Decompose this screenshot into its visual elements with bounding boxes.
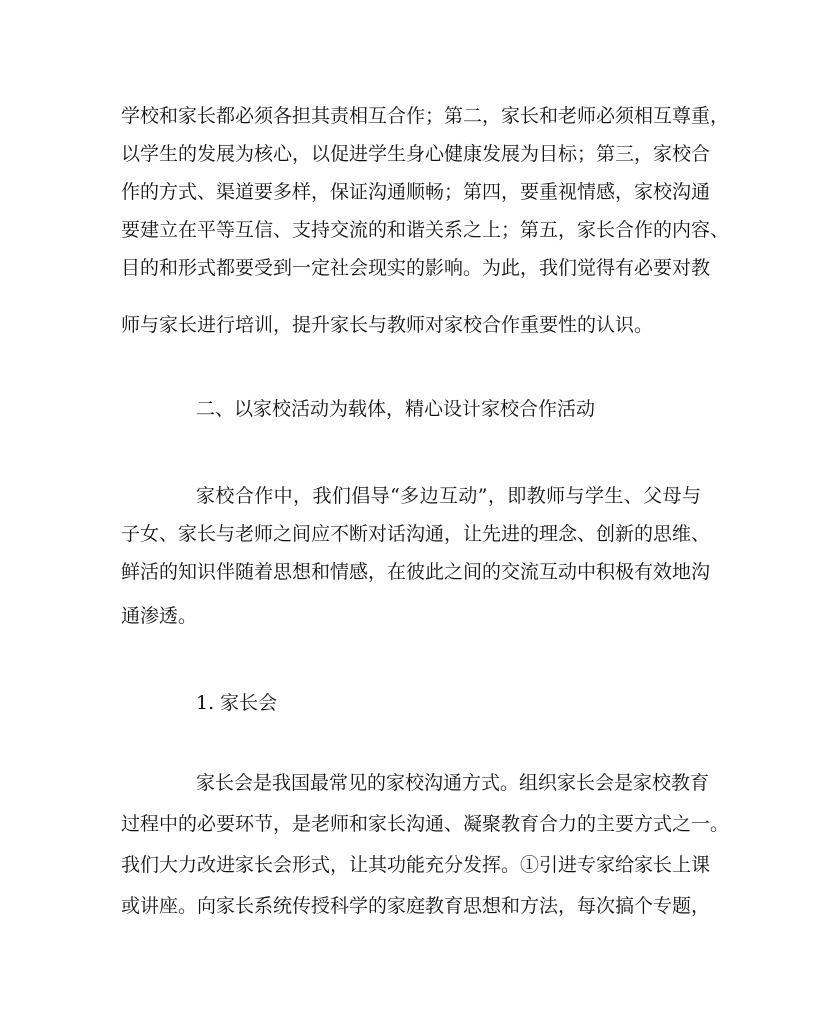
text-line: 家长会是我国最常见的家校沟通方式。组织家长会是家校教育 (196, 772, 710, 794)
text-line: 过程中的必要环节，是老师和家长沟通、凝聚教育合力的主要方式之一。 (121, 813, 730, 835)
text-line: 家校合作中，我们倡导“多边互动”，即教师与学生、父母与 (196, 485, 701, 507)
text-line: 鲜活的知识伴随着思想和情感，在彼此之间的交流互动中积极有效地沟 (121, 561, 711, 583)
text-line: 子女、家长与老师之间应不断对话沟通，让先进的理念、创新的思维、 (121, 523, 711, 545)
text-line: 以学生的发展为核心，以促进学生身心健康发展为目标；第三，家校合 (121, 143, 711, 165)
text-line: 通渗透。 (121, 605, 198, 627)
text-line: 目的和形式都要受到一定社会现实的影响。为此，我们觉得有必要对教 (121, 257, 711, 279)
text-line: 或讲座。向家长系统传授科学的家庭教育思想和方法，每次搞个专题， (121, 895, 711, 917)
text-line: 要建立在平等互信、支持交流的和谐关系之上；第五，家长合作的内容、 (121, 219, 730, 241)
text-line: 作的方式、渠道要多样，保证沟通顺畅；第四，要重视情感，家校沟通 (121, 181, 711, 203)
text-line: 学校和家长都必须各担其责相互合作；第二，家长和老师必须相互尊重， (121, 105, 730, 127)
text-line: 师与家长进行培训，提升家长与教师对家校合作重要性的认识。 (121, 314, 654, 336)
section-heading: 二、以家校活动为载体，精心设计家校合作活动 (196, 398, 596, 420)
text-line: 我们大力改进家长会形式，让其功能充分发挥。①引进专家给家长上课 (121, 854, 711, 876)
subsection-heading: 1. 家长会 (196, 692, 278, 714)
